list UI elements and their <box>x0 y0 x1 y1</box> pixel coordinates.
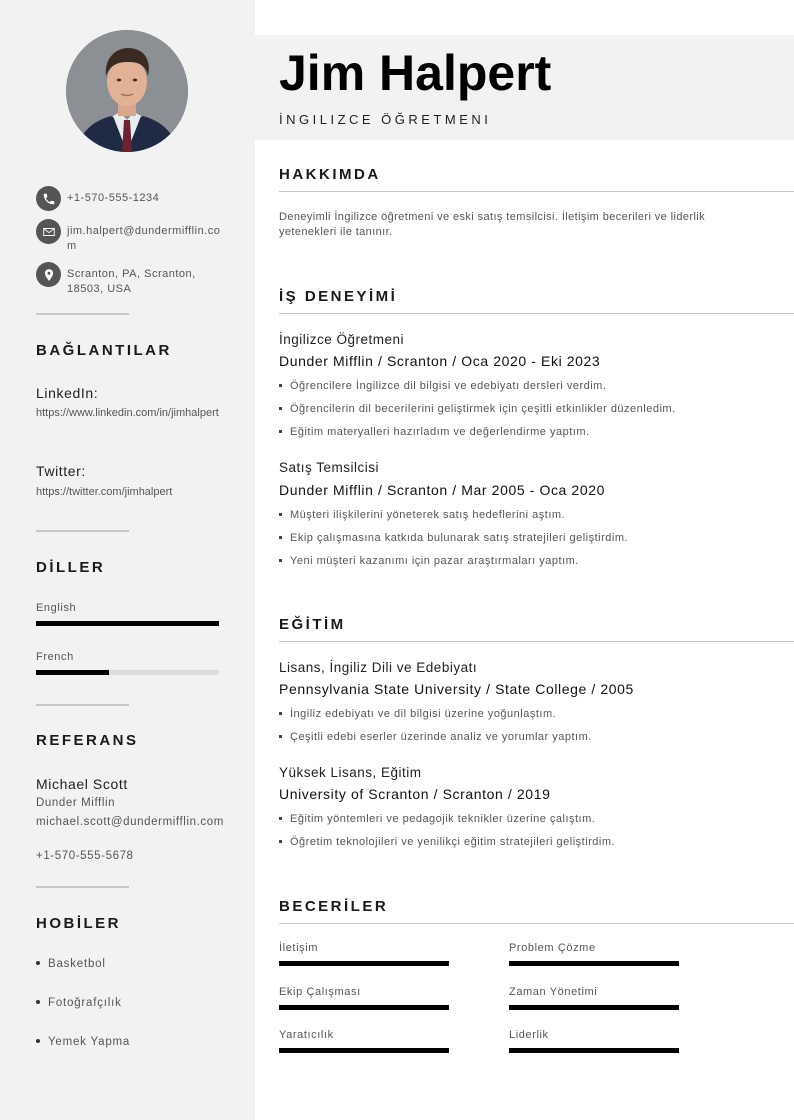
candidate-title: İNGILIZCE ÖĞRETMENI <box>279 112 492 127</box>
bullet-icon <box>279 817 282 820</box>
hobby-item: Basketbol <box>36 958 106 970</box>
address-text: Scranton, PA, Scranton, 18503, USA <box>67 268 196 295</box>
job-bullet: Öğrencilerin dil becerilerini geliştirmek için çeşitli etkinlikler düzenledim. <box>279 403 676 415</box>
skill-level-fill <box>279 1048 449 1053</box>
skill-level-bar <box>279 1005 449 1010</box>
contact-phone <box>36 186 236 211</box>
skill-name: Liderlik <box>509 1029 549 1041</box>
skill-level-fill <box>279 1005 449 1010</box>
location-pin-icon <box>36 262 61 287</box>
skill-level-fill <box>279 961 449 966</box>
skill-level-bar <box>279 1048 449 1053</box>
job-title: İngilizce Öğretmeni <box>279 332 405 347</box>
about-text: Deneyimli İngilizce öğretmeni ve eski satış temsilcisi. İletişim becerileri ve liderlik yetenekleri ile tanınır. <box>279 211 706 238</box>
linkedin-url[interactable]: https://www.linkedin.com/in/jimhalpert <box>36 407 219 419</box>
experience-heading: İŞ DENEYİMİ <box>279 288 398 305</box>
contact-email <box>36 219 236 254</box>
twitter-label: Twitter: <box>36 463 86 479</box>
bullet-icon <box>36 961 40 965</box>
language-name: French <box>36 651 74 663</box>
degree-title: Yüksek Lisans, Eğitim <box>279 765 422 780</box>
bullet-icon <box>36 1039 40 1043</box>
bullet-icon <box>279 536 282 539</box>
section-rule <box>279 191 794 192</box>
divider <box>36 530 129 532</box>
section-rule <box>279 923 794 924</box>
bullet-icon <box>36 1000 40 1004</box>
job-bullet: Öğrencilere İngilizce dil bilgisi ve edebiyatı dersleri verdim. <box>279 380 606 392</box>
skill-level-fill <box>509 1005 679 1010</box>
bullet-icon <box>279 840 282 843</box>
mail-icon <box>36 219 61 244</box>
skill-level-bar <box>509 961 679 966</box>
header-band <box>255 35 794 140</box>
bullet-icon <box>279 735 282 738</box>
email-text[interactable]: jim.halpert@dundermifflin.com <box>67 225 221 252</box>
bullet-icon <box>279 407 282 410</box>
language-level-fill <box>36 621 219 626</box>
skills-heading: BECERİLER <box>279 898 389 915</box>
divider <box>36 886 129 888</box>
twitter-url[interactable]: https://twitter.com/jimhalpert <box>36 486 173 498</box>
job-title: Satış Temsilcisi <box>279 460 380 475</box>
skill-name: Problem Çözme <box>509 942 596 954</box>
skill-level-bar <box>279 961 449 966</box>
job-bullet: Yeni müşteri kazanımı için pazar araştırmaları yaptım. <box>279 555 579 567</box>
hobby-item: Fotoğrafçılık <box>36 997 122 1009</box>
section-rule <box>279 313 794 314</box>
skill-level-bar <box>509 1048 679 1053</box>
linkedin-label: LinkedIn: <box>36 385 99 401</box>
degree-bullet: Eğitim yöntemleri ve pedagojik teknikler üzerine çalıştım. <box>279 813 595 825</box>
main-content <box>255 0 794 1120</box>
language-level-fill <box>36 670 109 675</box>
degree-bullet: Öğretim teknolojileri ve yenilikçi eğitim stratejileri geliştirdim. <box>279 836 615 848</box>
degree-bullet: Çeşitli edebi eserler üzerinde analiz ve yorumlar yaptım. <box>279 731 592 743</box>
reference-phone: +1-570-555-5678 <box>36 850 134 862</box>
hobby-item: Yemek Yapma <box>36 1036 130 1048</box>
skill-level-bar <box>509 1005 679 1010</box>
links-heading: BAĞLANTILAR <box>36 342 172 359</box>
section-rule <box>279 641 794 642</box>
skill-level-fill <box>509 1048 679 1053</box>
contact-info <box>36 186 236 305</box>
contact-address <box>36 262 236 297</box>
bullet-icon <box>279 559 282 562</box>
reference-name: Michael Scott <box>36 776 128 792</box>
bullet-icon <box>279 712 282 715</box>
job-subtitle: Dunder Mifflin / Scranton / Oca 2020 - Eki 2023 <box>279 353 601 369</box>
divider <box>36 313 129 315</box>
language-level-bar <box>36 621 219 626</box>
candidate-name: Jim Halpert <box>279 45 552 101</box>
profile-photo <box>66 30 188 152</box>
job-subtitle: Dunder Mifflin / Scranton / Mar 2005 - Oca 2020 <box>279 482 605 498</box>
skill-level-fill <box>509 961 679 966</box>
job-bullet: Müşteri ilişkilerini yöneterek satış hedeflerini aştım. <box>279 509 565 521</box>
skill-name: Zaman Yönetimi <box>509 986 598 998</box>
phone-text[interactable]: +1-570-555-1234 <box>67 192 160 204</box>
reference-company: Dunder Mifflin <box>36 797 116 809</box>
languages-heading: DİLLER <box>36 559 106 576</box>
degree-bullet: İngiliz edebiyatı ve dil bilgisi üzerine yoğunlaştım. <box>279 708 556 720</box>
skill-name: Yaratıcılık <box>279 1029 334 1041</box>
hobbies-heading: HOBİLER <box>36 915 121 932</box>
divider <box>36 704 129 706</box>
skill-name: Ekip Çalışması <box>279 986 361 998</box>
phone-icon <box>36 186 61 211</box>
degree-subtitle: University of Scranton / Scranton / 2019 <box>279 786 551 802</box>
job-bullet: Ekip çalışmasına katkıda bulunarak satış stratejileri geliştirdim. <box>279 532 628 544</box>
degree-subtitle: Pennsylvania State University / State College / 2005 <box>279 681 634 697</box>
skill-name: İletişim <box>279 942 319 954</box>
education-heading: EĞİTİM <box>279 616 346 633</box>
bullet-icon <box>279 384 282 387</box>
profile-photo-image <box>66 30 188 152</box>
bullet-icon <box>279 513 282 516</box>
references-heading: REFERANS <box>36 732 139 749</box>
degree-title: Lisans, İngiliz Dili ve Edebiyatı <box>279 660 478 675</box>
reference-email[interactable]: michael.scott@dundermifflin.com <box>36 816 224 828</box>
language-name: English <box>36 602 77 614</box>
job-bullet: Eğitim materyalleri hazırladım ve değerlendirme yaptım. <box>279 426 590 438</box>
bullet-icon <box>279 430 282 433</box>
about-heading: HAKKIMDA <box>279 166 381 183</box>
sidebar <box>0 0 255 1120</box>
language-level-bar <box>36 670 219 675</box>
